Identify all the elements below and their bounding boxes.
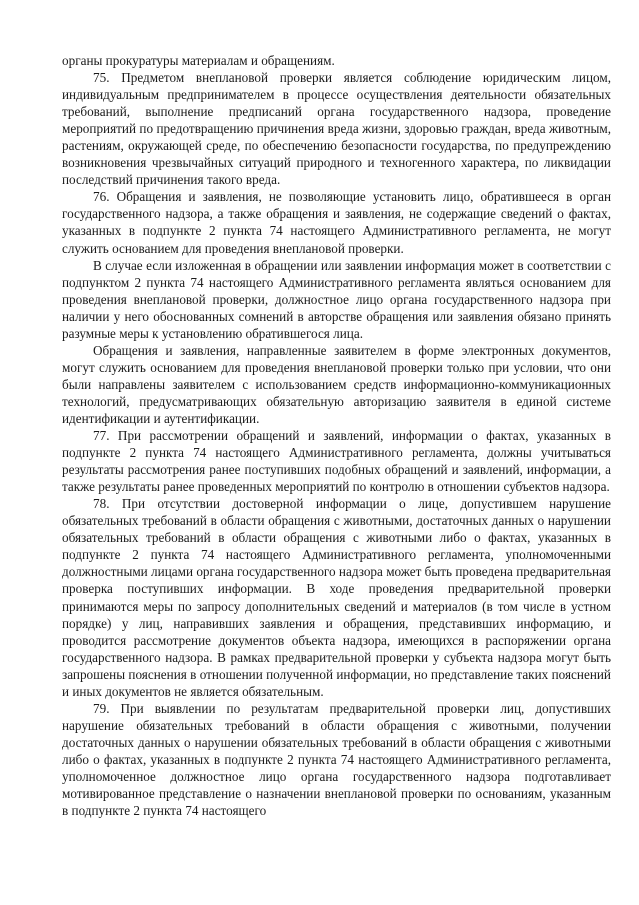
paragraph-79: 79. При выявлении по результатам предварительной проверки лиц, допустивших нарушение обязательных требований в области обращения с животными, получении достаточных данных о нарушении обязательных требований в области обращения с животными либо о фактах, указанных в подпункте 2 пункта 74 настоящего Административного регламента, уполномоченное должностное лицо органа государственного надзора подготавливает мотивированное представление о назначении внеплановой проверки по основаниям, указанным в подпункте 2 пункта 74 настоящего [62,700,611,819]
paragraph-78: 78. При отсутствии достоверной информации о лице, допустившем нарушение обязательных требований в области обращения с животными, достаточных данных о нарушении обязательных требований в области обращения с животными либо о фактах, указанных в подпункте 2 пункта 74 настоящего Административного регламента, уполномоченными должностными лицами органа государственного надзора может быть проведена предварительная проверка поступивших информации. В ходе проведения предварительной проверки принимаются меры по запросу дополнительных сведений и материалов (в том числе в устном порядке) у лиц, направивших заявления и обращения, представивших информацию, и проводится рассмотрение документов объекта надзора, имеющихся в распоряжении органа государственного надзора. В рамках предварительной проверки у субъекта надзора могут быть запрошены пояснения в отношении полученной информации, но представление таких пояснений и иных документов не является обязательным. [62,496,611,699]
paragraph-continuation: органы прокуратуры материалам и обращениям. [62,53,335,68]
paragraph-75: 75. Предметом внеплановой проверки является соблюдение юридическим лицом, индивидуальным предпринимателем в процессе осуществления деятельности обязательных требований, выполнение предписаний органа государственного надзора, проведение мероприятий по предотвращению причинения вреда жизни, здоровью граждан, вреда животным, растениям, окружающей среде, по обеспечению безопасности государства, по предупреждению возникновения чрезвычайных ситуаций природного и техногенного характера, по ликвидации последствий причинения такого вреда. [62,70,611,188]
paragraph-76-doubt: В случае если изложенная в обращении или заявлении информация может в соответствии с подпунктом 2 пункта 74 настоящего Административного регламента являться основанием для проведения внеплановой проверки, должностное лицо органа государственного надзора при наличии у него обоснованных сомнений в авторстве обращения или заявления обязано принять разумные меры к установлению обратившегося лица. [62,257,611,341]
paragraph-76-electronic: Обращения и заявления, направленные заявителем в форме электронных документов, могут служить основанием для проведения внеплановой проверки только при условии, что они были направлены заявителем с использованием средств информационно-коммуникационных технологий, предусматривающих обязательную авторизацию заявителя в единой системе идентификации и аутентификации. [62,342,611,426]
paragraph-77: 77. При рассмотрении обращений и заявлений, информации о фактах, указанных в подпункте 2 пункта 74 настоящего Административного регламента, должны учитываться результаты рассмотрения ранее поступивших подобных обращений и заявлений, информации, а также результаты ранее проведенных мероприятий по контролю в отношении субъектов надзора. [62,428,611,495]
paragraph-76: 76. Обращения и заявления, не позволяющие установить лицо, обратившееся в орган государственного надзора, а также обращения и заявления, не содержащие сведений о фактах, указанных в подпункте 2 пункта 74 настоящего Административного регламента, не могут служить основанием для проведения внеплановой проверки. [62,189,611,256]
document-page [62,52,611,819]
